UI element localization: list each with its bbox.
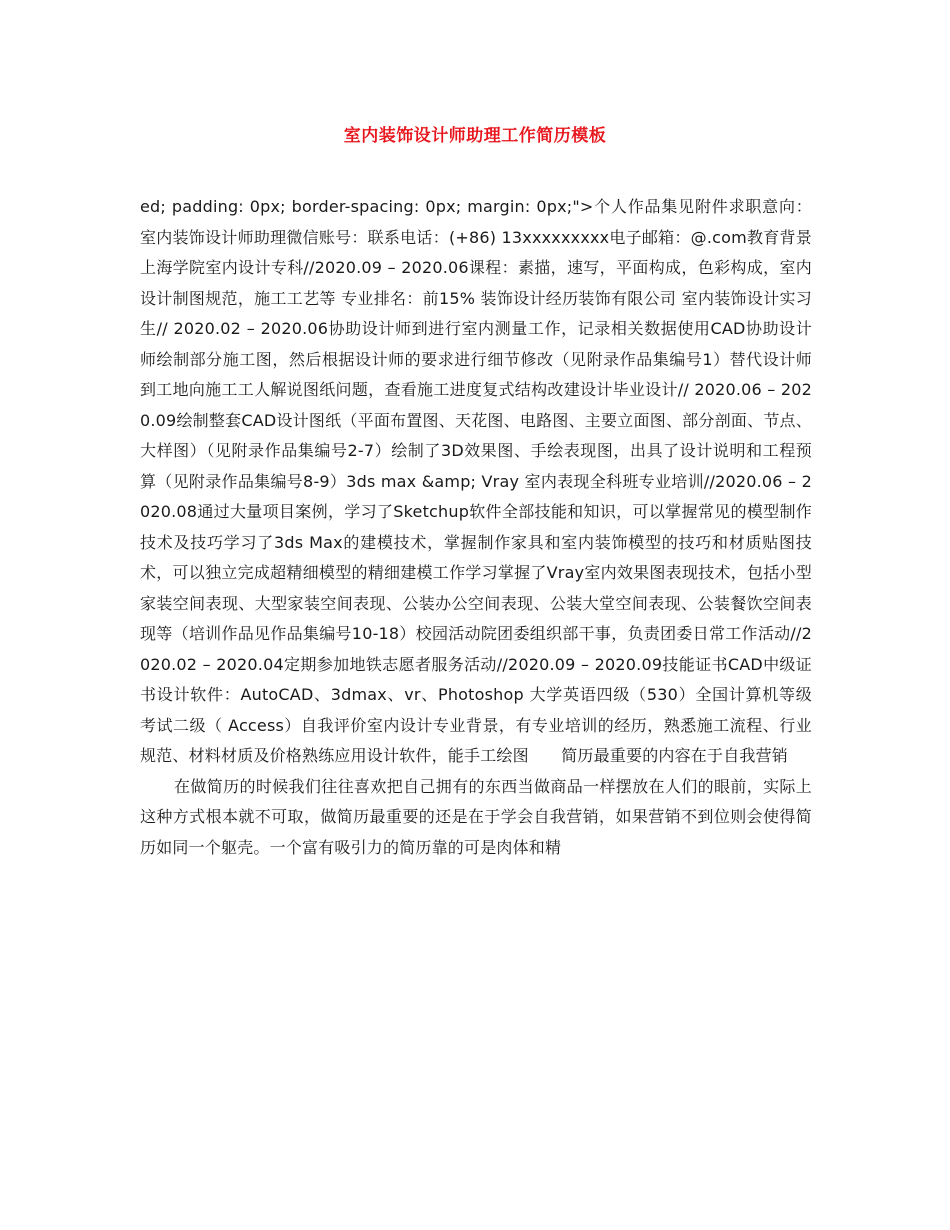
body-paragraph: ed; padding: 0px; border-spacing: 0px; margin: 0px;">个人作品集见附件求职意向：室内装饰设计师助理微信账号：联系电话：(+86) 13xxxxxxxxx电子邮箱：@.com教育背景上海学院室内设计专科//2020.09 – 2020.06课程：素描，速写，平面构成，色彩构成，室内设计制图规范，施工工艺等 专业排名：前15% 装饰设计经历装饰有限公司 室内装饰设计实习生// 2020.02 – 2020.06协助设计师到进行室内测量工作，记录相关数据使用CAD协助设计师绘制部分施工图，然后根据设计师的要求进行细节修改（见附录作品集编号1）替代设计师到工地向施工工人解说图纸问题，查看施工进度复式结构改建设计毕业设计// 2020.06 – 2020.09绘制整套CAD设计图纸（平面布置图、天花图、电路图、主要立面图、部分剖面、节点、大样图）（见附录作品集编号2-7）绘制了3D效果图、手绘表现图，出具了设计说明和工程预算（见附录作品集编号8-9）3ds max &amp; Vray 室内表现全科班专业培训//2020.06 – 2020.08通过大量项目案例，学习了Sketchup软件全部技能和知识，可以掌握常见的模型制作技术及技巧学习了3ds Max的建模技术，掌握制作家具和室内装饰模型的技巧和材质贴图技术，可以独立完成超精细模型的精细建模工作学习掌握了Vray室内效果图表现技术，包括小型家装空间表现、大型家装空间表现、公装办公空间表现、公装大堂空间表现、公装餐饮空间表现等（培训作品见作品集编号10-18）校园活动院团委组织部干事，负责团委日常工作活动//2020.02 – 2020.04定期参加地铁志愿者服务活动//2020.09 – 2020.09技能证书CAD中级证书设计软件：AutoCAD、3dmax、vr、Photoshop 大学英语四级（530）全国计算机等级考试二级（ Access）自我评价室内设计专业背景，有专业培训的经历，熟悉施工流程、行业规范、材料材质及价格熟练应用设计软件，能手工绘图 简历最重要的内容在于自我营销	[140, 197, 812, 765]
body-paragraph: 在做简历的时候我们往往喜欢把自己拥有的东西当做商品一样摆放在人们的眼前，实际上这种方式根本就不可取，做简历最重要的还是在于学会自我营销，如果营销不到位则会使得简历如同一个躯壳。一个富有吸引力的简历靠的可是肉体和精	[140, 776, 812, 857]
document-body	[140, 192, 812, 863]
document-title: 室内装饰设计师助理工作简历模板	[343, 126, 607, 146]
